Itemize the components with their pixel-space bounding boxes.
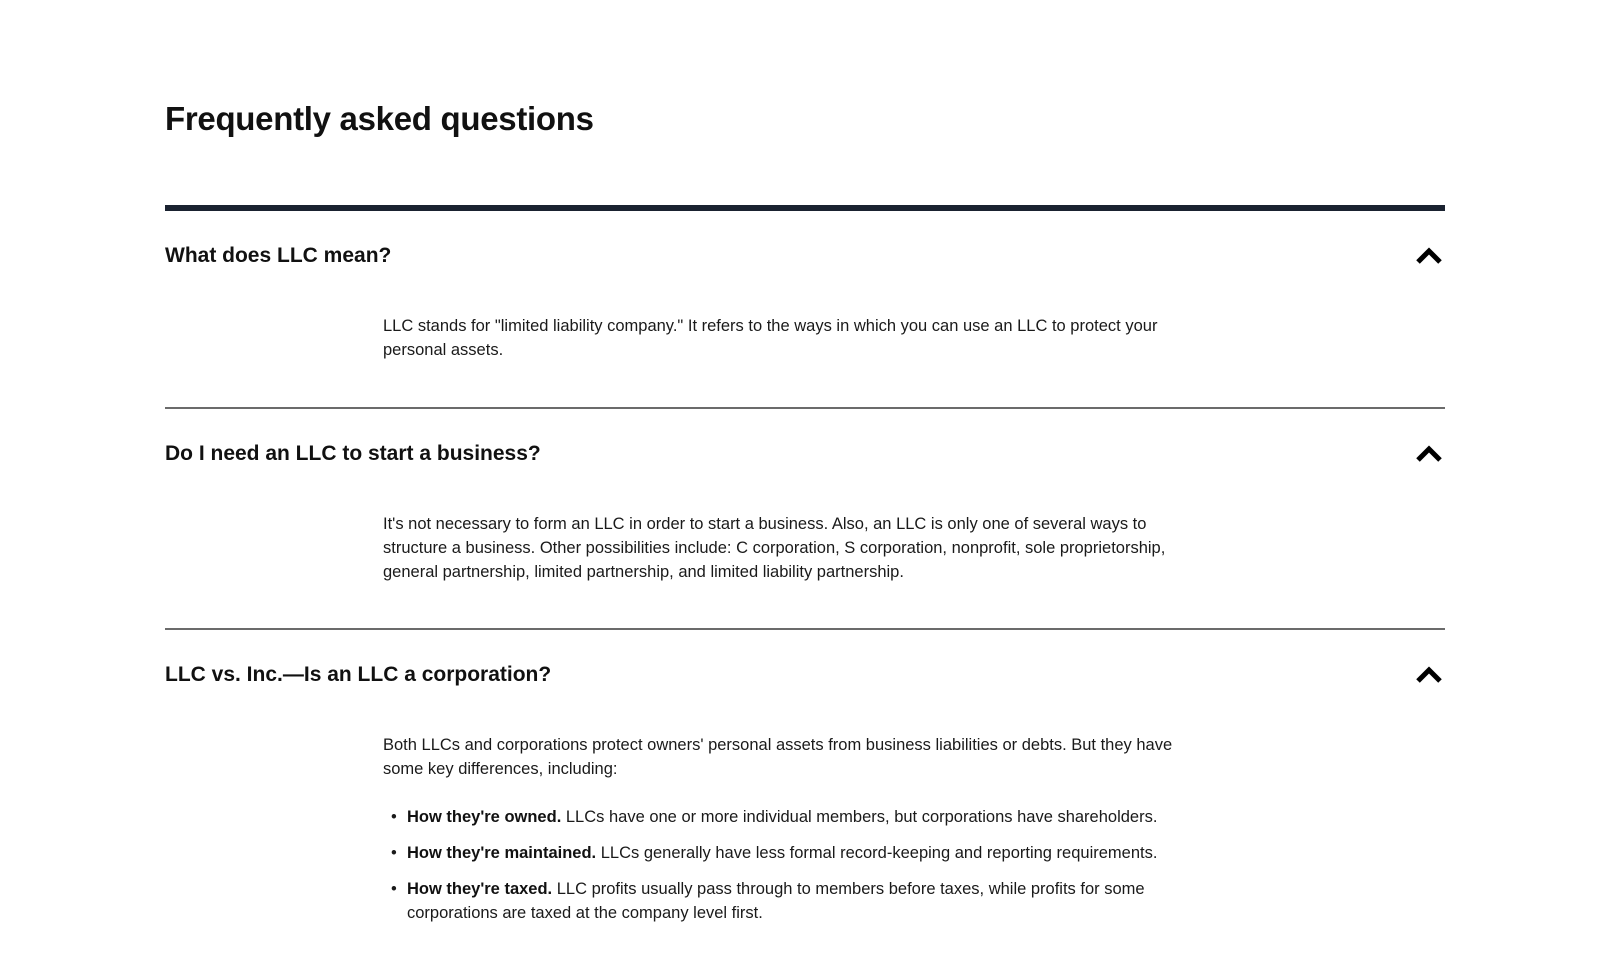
- differences-list: [383, 805, 1213, 925]
- faq-answer-text: LLC stands for "limited liability company." It refers to the ways in which you can use an LLC to protect your personal assets.: [383, 317, 1158, 359]
- faq-question-toggle[interactable]: [165, 657, 1445, 693]
- faq-question-text: What does LLC mean?: [165, 244, 392, 267]
- faq-question-text: LLC vs. Inc.—Is an LLC a corporation?: [165, 663, 552, 686]
- faq-question-text: Do I need an LLC to start a business?: [165, 442, 541, 465]
- page-title: Frequently asked questions: [165, 100, 594, 137]
- faq-item: [165, 657, 1445, 937]
- item-divider: [165, 407, 1445, 409]
- item-divider: [165, 628, 1445, 630]
- list-item-title: How they're owned.: [407, 808, 562, 826]
- list-item: [407, 841, 1213, 865]
- list-item-text: LLCs generally have less formal record-keeping and reporting requirements.: [596, 844, 1158, 862]
- faq-answer: [383, 733, 1213, 925]
- list-item-text: LLC profits usually pass through to members before taxes, while profits for some corporations are taxed at the company level first.: [407, 880, 1145, 922]
- faq-answer: [383, 512, 1213, 584]
- faq-question-toggle[interactable]: [165, 238, 1445, 274]
- list-item-text: LLCs have one or more individual members, but corporations have shareholders.: [561, 808, 1158, 826]
- list-item-title: How they're maintained.: [407, 844, 597, 862]
- faq-answer-text: Both LLCs and corporations protect owners' personal assets from business liabilities or debts. But they have some key differences, including:: [383, 736, 1173, 778]
- list-item-title: How they're taxed.: [407, 880, 553, 898]
- faq-answer: [383, 314, 1213, 362]
- top-divider: [165, 205, 1445, 211]
- faq-answer-text: It's not necessary to form an LLC in order to start a business. Also, an LLC is only one of several ways to structure a business. Other possibilities include: C corporation, S corporation, nonprofit, sole proprietorship, general partnership, limited partnership, and limited liability partnership.: [383, 515, 1166, 581]
- chevron-up-icon[interactable]: [1415, 665, 1443, 685]
- faq-item: [165, 238, 1445, 362]
- faq-question-toggle[interactable]: [165, 436, 1445, 472]
- faq-item: [165, 436, 1445, 584]
- chevron-up-icon[interactable]: [1415, 444, 1443, 464]
- list-item: [407, 805, 1213, 829]
- chevron-up-icon[interactable]: [1415, 246, 1443, 266]
- list-item: [407, 877, 1213, 925]
